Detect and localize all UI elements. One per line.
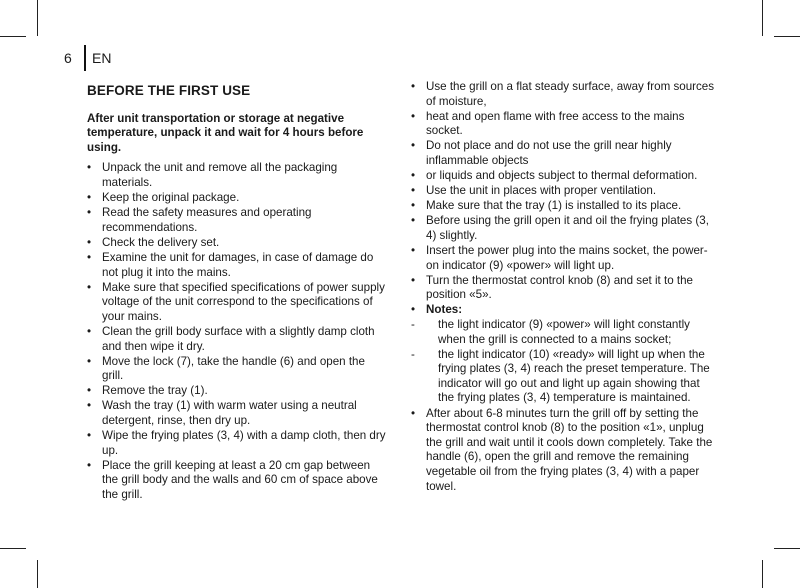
list-item-text: Unpack the unit and remove all the packaging materials. [102,161,338,189]
list-item-text: Use the unit in places with proper ventilation. [426,184,657,198]
left-instruction-list [87,161,389,502]
list-item [411,184,716,199]
dash: - [411,318,415,331]
list-item [87,384,389,399]
bullet: • [87,206,92,220]
bullet: • [87,384,92,398]
list-item-text: After about 6-8 minutes turn the grill off by setting the thermostat control knob (8) to the position «1», unplug the grill and wait until it cools down completely. Take the handle (6), open the grill and remove the remaining vegetable oil from the frying plates (3, 4) with a paper towel. [426,406,713,493]
bullet: • [87,280,92,294]
bullet: • [87,458,92,472]
section-title: BEFORE THE FIRST USE [87,83,251,98]
list-item-text: Read the safety measures and operating recommendations. [102,206,312,234]
bullet: • [87,429,92,443]
page-number: 6 [64,50,72,66]
intro-warning: After unit transportation or storage at negative temperature, unpack it and wait for 4 hours before using. [87,111,364,154]
bullet: • [411,303,416,317]
list-item [87,459,389,503]
list-item [87,161,389,190]
list-item [411,80,716,109]
list-item-text: Do not place and do not use the grill near highly inflammable objects [426,139,672,167]
note-item [411,318,716,347]
note-item [411,348,716,406]
language-code: EN [92,50,112,66]
right-instruction-list [411,80,716,303]
bullet: • [411,169,416,183]
crop-mark-top-right-v [762,0,763,36]
list-item [87,191,389,206]
list-item-text: or liquids and objects subject to thermal deformation. [426,169,698,183]
crop-mark-top-left-h [0,36,26,37]
list-item-text: Turn the thermostat control knob (8) and set it to the position «5». [426,273,694,302]
list-item [411,199,716,214]
bullet: • [87,250,92,264]
list-item [87,206,389,235]
list-item [87,236,389,251]
list-item-text: Make sure that specified specifications of power supply voltage of the unit correspond to the specifications of your mains. [102,280,385,323]
right-column [411,80,716,495]
bullet: • [87,161,92,175]
list-item-text: Wipe the frying plates (3, 4) with a damp cloth, then dry up. [102,429,386,457]
crop-mark-top-right-h [774,36,800,37]
note-text: the light indicator (9) «power» will light constantly when the grill is connected to a mains socket; [438,318,690,346]
list-item [411,139,716,168]
bullet: • [411,139,416,153]
bullet: • [411,244,416,258]
list-item-text: Make sure that the tray (1) is installed to its place. [426,199,682,213]
bullet: • [411,199,416,213]
list-item-text: heat and open flame with free access to the mains socket. [426,109,685,138]
crop-mark-bottom-left-v [37,560,38,588]
bullet: • [411,109,416,123]
list-item-text: Before using the grill open it and oil the frying plates (3, 4) slightly. [426,214,709,242]
bullet: • [87,354,92,368]
list-item [411,244,716,273]
list-item-text: Check the delivery set. [102,235,220,249]
list-item [87,399,389,428]
right-instruction-list-after [411,407,716,495]
list-item [411,407,716,495]
notes-item [411,303,716,406]
bullet: • [411,406,416,420]
bullet: • [411,184,416,198]
list-item-text: Use the grill on a flat steady surface, away from sources of moisture, [426,80,715,108]
list-item [87,355,389,384]
list-item-text: Remove the tray (1). [102,384,208,398]
header-divider [84,45,86,71]
list-item-text: Move the lock (7), take the handle (6) and open the grill. [102,354,365,383]
list-item-text: Clean the grill body surface with a slightly damp cloth and then wipe it dry. [102,324,375,353]
bullet: • [87,399,92,413]
left-column [87,80,389,503]
bullet: • [87,191,92,205]
list-item-text: Wash the tray (1) with warm water using a neutral detergent, rinse, then dry up. [102,399,357,427]
dash: - [411,347,415,361]
bullet: • [87,235,92,249]
list-item-text: Examine the unit for damages, in case of damage do not plug it into the mains. [102,250,374,279]
page-header [64,45,111,71]
notes-list [411,303,716,406]
list-item [411,274,716,303]
list-item [411,169,716,184]
list-item-text: Keep the original package. [102,191,240,205]
list-item [411,110,716,139]
crop-mark-bottom-left-h [0,548,26,549]
bullet: • [411,80,416,93]
bullet: • [411,214,416,228]
bullet: • [411,273,416,287]
crop-mark-bottom-right-v [762,560,763,588]
crop-mark-bottom-right-h [774,548,800,549]
list-item [411,214,716,243]
note-text: the light indicator (10) «ready» will light up when the frying plates (3, 4) reach the preset temperature. The indicator will go out and light up again showing that the frying plates (3, 4) temperature is maintained. [438,347,710,405]
list-item [87,281,389,325]
crop-mark-top-left-v [37,0,38,36]
notes-label: Notes: [426,303,463,317]
notes-sublist [411,318,716,406]
list-item-text: Insert the power plug into the mains socket, the power-on indicator (9) «power» will light up. [426,244,708,272]
bullet: • [87,324,92,338]
list-item-text: Place the grill keeping at least a 20 cm gap between the grill body and the walls and 60 cm of space above the grill. [102,458,378,501]
list-item [87,325,389,354]
list-item [87,429,389,458]
list-item [87,251,389,280]
